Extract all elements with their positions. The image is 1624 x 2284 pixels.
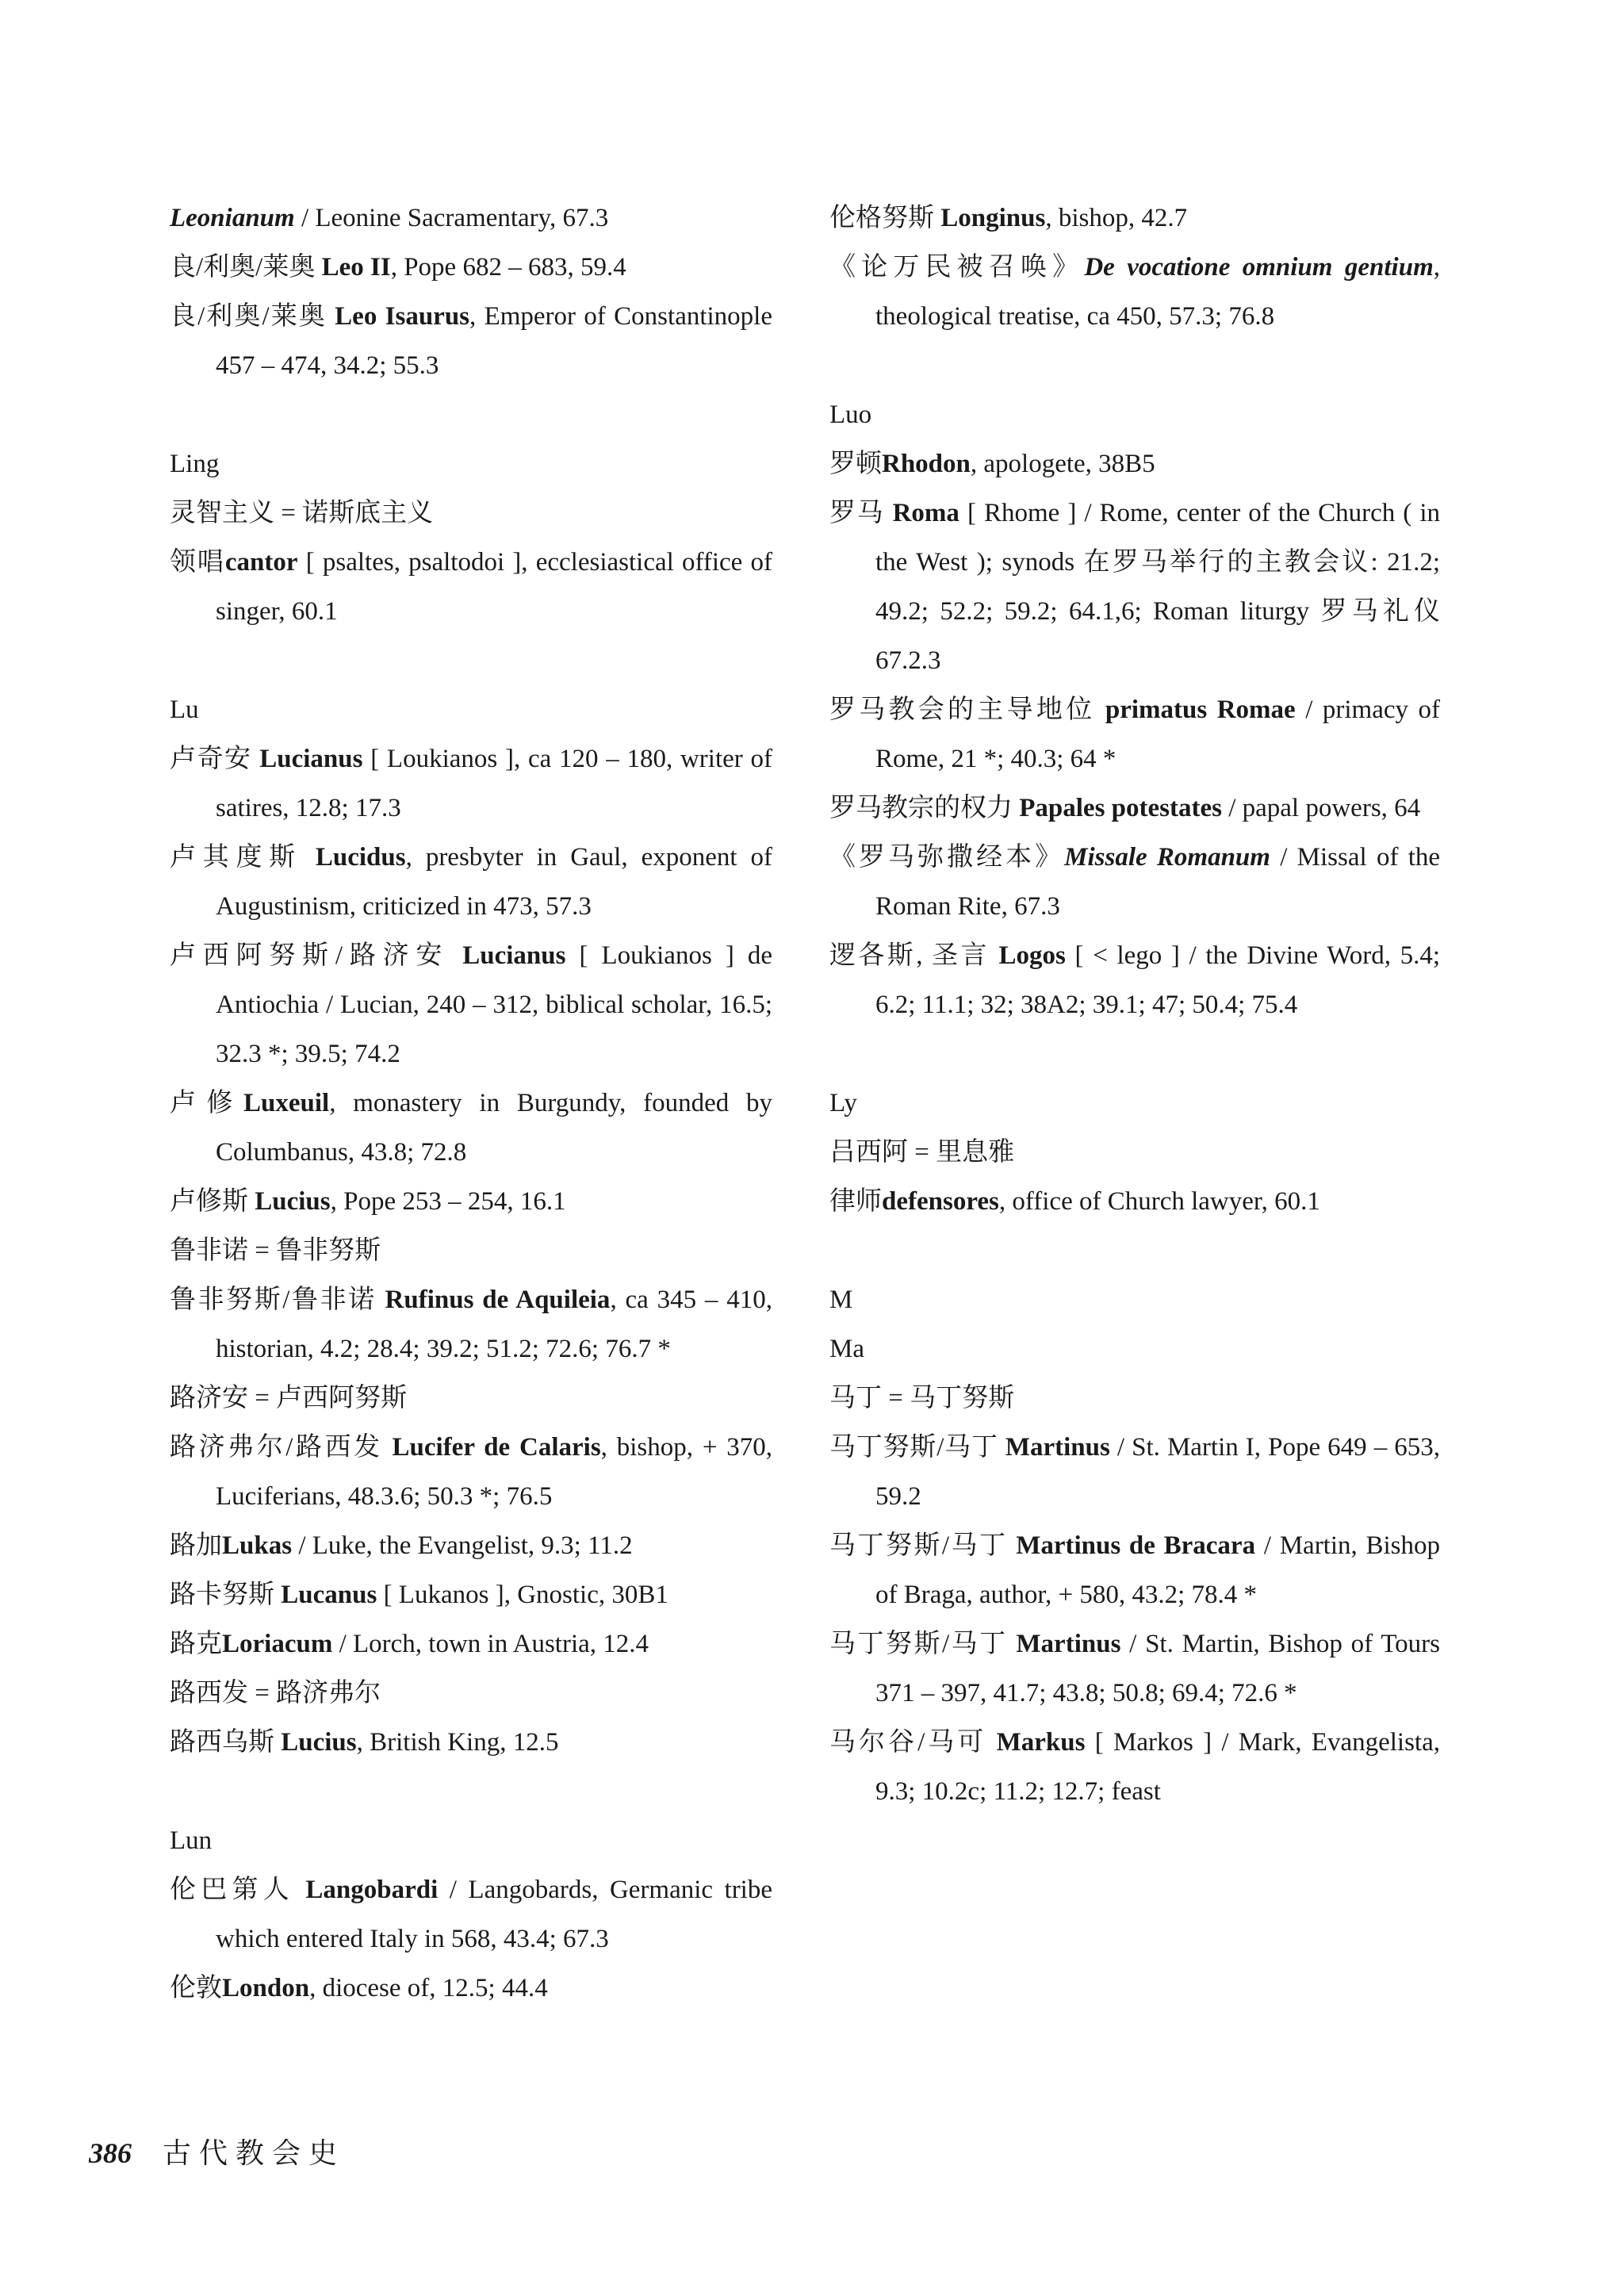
- index-entry: [170, 489, 772, 538]
- index-entry: [829, 1177, 1440, 1226]
- entry-text: 灵智主义 = 诺斯底主义: [170, 499, 434, 527]
- entry-text: 良/利奥/莱奥: [170, 302, 335, 331]
- entry-text: 伦敦: [170, 1974, 222, 2002]
- index-entry: [829, 784, 1440, 833]
- index-entry: [829, 194, 1440, 243]
- index-entry: [170, 1275, 772, 1374]
- entry-headword: Markus: [996, 1728, 1086, 1757]
- entry-text: / primacy of Rome, 21 *; 40.3; 64 *: [875, 696, 1441, 773]
- entry-text: 领唱: [170, 548, 225, 577]
- entry-headword: Leo Isaurus: [335, 302, 470, 331]
- entry-text: 律师: [829, 1187, 882, 1216]
- entry-text: 鲁非努斯/鲁非诺: [170, 1286, 385, 1314]
- index-entry: [829, 1423, 1440, 1521]
- entry-text: , British King, 12.5: [356, 1728, 559, 1757]
- page-number: 386: [89, 2137, 132, 2169]
- entry-text: 罗马教会的主导地位: [829, 696, 1105, 724]
- entry-gap: [170, 390, 772, 439]
- index-column-left: [170, 194, 772, 2013]
- entry-headword: defensores: [882, 1187, 999, 1216]
- entry-text: 卢其度斯: [170, 843, 316, 872]
- entry-text: , bishop, 42.7: [1045, 204, 1188, 232]
- entry-text: 卢奇安: [170, 745, 260, 773]
- entry-text: 《罗马弥撒经本》: [829, 843, 1065, 872]
- entry-headword: Missale Romanum: [1064, 843, 1270, 872]
- index-entry: [829, 243, 1440, 341]
- entry-gap: [829, 341, 1440, 390]
- index-section-heading: Lun: [170, 1826, 213, 1855]
- entry-text: [ Rhome ] / Rome, center of the Church ( in the West ); synods 在罗马举行的主教会议: 21.2; 49.2; 52.2; 59.2; 64.1,6; Roman liturgy 罗马礼仪 67.2.3: [875, 499, 1440, 675]
- entry-text: , Emperor of Constantinople 457 – 474, 34.2; 55.3: [216, 302, 772, 380]
- index-entry: [170, 833, 772, 931]
- index-entry: [170, 1964, 772, 2013]
- entry-headword: Lukas: [222, 1531, 293, 1560]
- index-entry: [829, 489, 1440, 685]
- entry-text: 卢修斯: [170, 1187, 255, 1216]
- entry-headword: Loriacum: [222, 1630, 333, 1658]
- entry-text: 路加: [170, 1531, 222, 1560]
- entry-gap: [829, 1226, 1440, 1275]
- entry-text: 卢西阿努斯/路济安: [170, 941, 463, 970]
- entry-headword: Martinus: [1016, 1630, 1121, 1658]
- entry-text: [ Loukianos ], ca 120 – 180, writer of satires, 12.8; 17.3: [216, 745, 772, 822]
- index-entry: [829, 833, 1440, 931]
- entry-text: 马丁努斯/马丁: [829, 1630, 1017, 1658]
- entry-text: 伦巴第人: [170, 1876, 306, 1904]
- entry-text: , bishop, + 370, Luciferians, 48.3.6; 50.3 *; 76.5: [216, 1433, 772, 1511]
- index-section-heading: Ly: [829, 1089, 857, 1117]
- entry-text: / Leonine Sacramentary, 67.3: [294, 204, 609, 232]
- index-entry: [170, 1718, 772, 1767]
- entry-text: , presbyter in Gaul, exponent of Augustinism, criticized in 473, 57.3: [216, 843, 772, 921]
- entry-headword: Leonianum: [170, 204, 295, 232]
- entry-headword: primatus Romae: [1105, 696, 1296, 724]
- entry-headword: Luxeuil: [243, 1089, 330, 1117]
- entry-text: 马尔谷/马可: [829, 1728, 997, 1757]
- index-section-heading: Ma: [829, 1335, 864, 1363]
- entry-text: , Pope 682 – 683, 59.4: [390, 253, 626, 282]
- entry-text: / Martin, Bishop of Braga, author, + 580, 43.2; 78.4 *: [875, 1531, 1441, 1609]
- entry-headword: Rhodon: [882, 450, 971, 478]
- index-entry: [829, 439, 1440, 489]
- index-entry: [170, 931, 772, 1079]
- entry-headword: Rufinus de Aquileia: [385, 1286, 611, 1314]
- index-section-heading: Ling: [170, 450, 220, 478]
- page-footer: [89, 2133, 345, 2173]
- entry-headword: Lucius: [281, 1728, 357, 1757]
- index-entry: [170, 194, 772, 243]
- entry-text: 罗顿: [829, 450, 882, 478]
- entry-text: , monastery in Burgundy, founded by Columbanus, 43.8; 72.8: [216, 1089, 773, 1167]
- entry-text: [ < lego ] / the Divine Word, 5.4; 6.2; 11.1; 32; 38A2; 39.1; 47; 50.4; 75.4: [875, 941, 1441, 1019]
- index-entry: [829, 931, 1440, 1029]
- entry-headword: London: [222, 1974, 310, 2002]
- entry-text: / Lorch, town in Austria, 12.4: [332, 1630, 649, 1658]
- entry-gap: [170, 636, 772, 685]
- entry-text: , diocese of, 12.5; 44.4: [309, 1974, 548, 2002]
- entry-headword: Lucianus: [462, 941, 566, 970]
- entry-text: [ Lukanos ], Gnostic, 30B1: [377, 1581, 668, 1609]
- index-entry: [829, 685, 1440, 784]
- entry-headword: Lucidus: [315, 843, 406, 872]
- index-entry: [829, 1619, 1440, 1718]
- entry-headword: Lucifer de Calaris: [392, 1433, 601, 1462]
- entry-text: 吕西阿 = 里息雅: [829, 1138, 1015, 1167]
- index-entry: [829, 1718, 1440, 1816]
- index-entry: [170, 1865, 772, 1964]
- index-entry: [829, 1521, 1440, 1619]
- entry-headword: Longinus: [940, 204, 1046, 232]
- book-title: 古代教会史: [163, 2137, 346, 2169]
- entry-text: 马丁努斯/马丁: [829, 1433, 1005, 1462]
- entry-text: , theological treatise, ca 450, 57.3; 76.8: [875, 253, 1441, 331]
- index-entry: [170, 1177, 772, 1226]
- entry-text: , apologete, 38B5: [970, 450, 1155, 478]
- entry-gap: [829, 1029, 1440, 1079]
- entry-text: , ca 345 – 410, historian, 4.2; 28.4; 39.2; 51.2; 72.6; 76.7 *: [216, 1286, 773, 1363]
- index-entry: [829, 1128, 1440, 1177]
- entry-text: 伦格努斯: [829, 204, 941, 232]
- entry-text: 罗马教宗的权力: [829, 794, 1020, 822]
- entry-headword: Leo II: [321, 253, 391, 282]
- entry-headword: cantor: [224, 548, 298, 577]
- entry-headword: Roma: [892, 499, 959, 527]
- index-entry: [170, 1079, 772, 1177]
- index-column-right: [829, 194, 1440, 1816]
- entry-headword: Lucanus: [281, 1581, 377, 1609]
- index-entry: [170, 734, 772, 833]
- index-entry: [829, 1374, 1440, 1423]
- entry-text: / Luke, the Evangelist, 9.3; 11.2: [292, 1531, 633, 1560]
- entry-gap: [170, 1767, 772, 1816]
- index-entry: [170, 292, 772, 390]
- entry-headword: Martinus: [1005, 1433, 1110, 1462]
- entry-headword: Langobardi: [305, 1876, 439, 1904]
- index-section-heading: Lu: [170, 696, 199, 724]
- entry-text: 路西发 = 路济弗尔: [170, 1679, 381, 1707]
- entry-headword: De vocatione omnium gentium: [1084, 253, 1434, 282]
- entry-text: 罗马: [829, 499, 893, 527]
- entry-text: 逻各斯, 圣言: [829, 941, 999, 970]
- entry-text: 马丁 = 马丁努斯: [829, 1384, 1015, 1412]
- entry-text: / Missal of the Roman Rite, 67.3: [875, 843, 1441, 921]
- entry-text: / papal powers, 64: [1221, 794, 1421, 822]
- entry-text: [ Markos ] / Mark, Evangelista, 9.3; 10.2c; 11.2; 12.7; feast: [875, 1728, 1440, 1806]
- entry-text: 路西乌斯: [170, 1728, 282, 1757]
- entry-headword: Logos: [998, 941, 1066, 970]
- entry-text: , Pope 253 – 254, 16.1: [330, 1187, 566, 1216]
- entry-text: [ psaltes, psaltodoi ], ecclesiastical office of singer, 60.1: [216, 548, 772, 626]
- entry-headword: Martinus de Bracara: [1016, 1531, 1256, 1560]
- entry-text: 《论万民被召唤》: [829, 253, 1085, 282]
- index-entry: [170, 1374, 772, 1423]
- entry-text: 路济安 = 卢西阿努斯: [170, 1384, 408, 1412]
- entry-text: , office of Church lawyer, 60.1: [998, 1187, 1320, 1216]
- index-section-heading: Luo: [829, 400, 872, 429]
- index-entry: [170, 1423, 772, 1521]
- entry-text: 鲁非诺 = 鲁非努斯: [170, 1236, 381, 1265]
- index-entry: [170, 1570, 772, 1619]
- entry-text: [ Loukianos ] de Antiochia / Lucian, 240 – 312, biblical scholar, 16.5; 32.3 *; 39.5; 74.2: [216, 941, 772, 1068]
- entry-headword: Lucianus: [259, 745, 363, 773]
- entry-headword: Papales potestates: [1019, 794, 1222, 822]
- index-section-heading: M: [829, 1286, 853, 1314]
- index-entry: [170, 538, 772, 636]
- entry-text: 卢修: [170, 1089, 244, 1117]
- entry-text: 马丁努斯/马丁: [829, 1531, 1017, 1560]
- index-entry: [170, 1226, 772, 1275]
- entry-text: / St. Martin, Bishop of Tours 371 – 397, 41.7; 43.8; 50.8; 69.4; 72.6 *: [875, 1630, 1440, 1707]
- entry-text: 良/利奥/莱奥: [170, 253, 322, 282]
- index-entry: [170, 1521, 772, 1570]
- entry-text: 路卡努斯: [170, 1581, 282, 1609]
- index-entry: [170, 1669, 772, 1718]
- entry-headword: Lucius: [255, 1187, 331, 1216]
- entry-text: 路济弗尔/路西发: [170, 1433, 393, 1462]
- index-entry: [170, 243, 772, 292]
- entry-text: / St. Martin I, Pope 649 – 653, 59.2: [875, 1433, 1441, 1511]
- index-entry: [170, 1619, 772, 1669]
- entry-text: / Langobards, Germanic tribe which entered Italy in 568, 43.4; 67.3: [216, 1876, 772, 1953]
- entry-text: 路克: [170, 1630, 222, 1658]
